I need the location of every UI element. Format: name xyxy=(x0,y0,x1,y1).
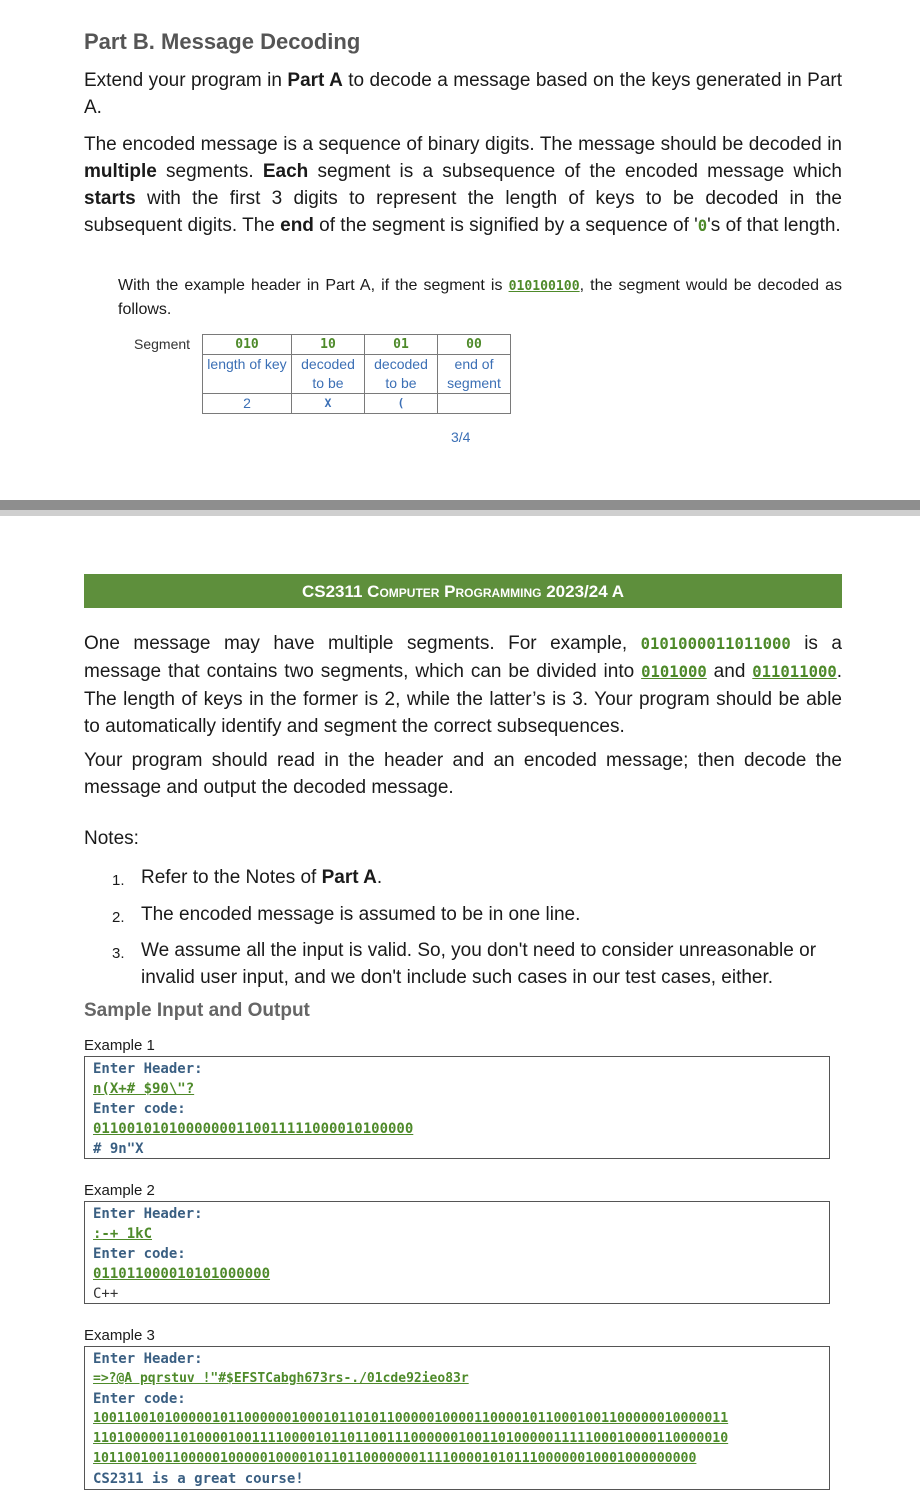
page-4 xyxy=(0,516,920,1502)
code-cell: 010 xyxy=(203,335,292,355)
example-label: Example 1 xyxy=(84,1037,155,1054)
value-row xyxy=(203,394,511,414)
code-row xyxy=(203,335,511,355)
note-item: 1. Refer to the Notes of Part A. xyxy=(112,867,383,889)
segment-code: 010100100 xyxy=(508,279,580,294)
encoding-paragraph: The encoded message is a sequence of binary digits. The message should be decoded in multiple segments. Each segment is a subsequence of the encoded message which starts with the first 3 digits to represent the length of keys to be decoded in the subsequent digits. The end of the segment is signified by a sequence of '0's of that length. xyxy=(84,134,842,236)
notes-heading: Notes: xyxy=(84,828,139,849)
example-3-console: Enter Header: =>?@A pqrstuv !"#$EFSTCabgh673rs-./01cde92ieo83r Enter code: 10011001010000010110000001000101101011000001000011000010110001001100000010000011 11010000011010000100111100001011011001110000001001101000001111100010000110000010 1011001001100000100000100001011011000000011110000101011100000010001000000000 CS2311 is a great course! xyxy=(84,1346,830,1490)
code-cell: 10 xyxy=(292,335,365,355)
course-banner: CS2311 Computer Programming 2023/24 A xyxy=(84,574,842,608)
page-3 xyxy=(0,0,920,500)
sample-heading: Sample Input and Output xyxy=(84,1000,310,1021)
description-cell: decoded to be xyxy=(292,355,365,394)
description-cell: decoded to be xyxy=(365,355,438,394)
note-item: 2. The encoded message is assumed to be in one line. xyxy=(112,904,581,926)
intro-paragraph: Extend your program in Part A to decode a message based on the keys generated in Part A. xyxy=(84,70,843,118)
description-cell: length of key xyxy=(203,355,292,394)
value-cell: X xyxy=(292,394,365,414)
example-label: Example 2 xyxy=(84,1182,155,1199)
segment-table xyxy=(202,334,511,414)
description-row xyxy=(203,355,511,394)
description-cell: end of segment xyxy=(438,355,511,394)
code-cell: 01 xyxy=(365,335,438,355)
note-item: 3. We assume all the input is valid. So, you don't need to consider unreasonable or invalid user input, and we don't include such cases in our test cases, either. xyxy=(112,940,817,988)
example-2-console: Enter Header: :-+ 1kC Enter code: 011011000010101000000 C++ xyxy=(84,1201,830,1304)
program-paragraph: Your program should read in the header and an encoded message; then decode the message and output the decoded message. xyxy=(84,750,842,798)
value-cell: 2 xyxy=(203,394,292,414)
example-1-console: Enter Header: n(X+# $90\"? Enter code: 01100101010000000110011111000010100000 # 9n"X xyxy=(84,1056,830,1159)
example-label: Example 3 xyxy=(84,1327,155,1344)
value-cell: ( xyxy=(365,394,438,414)
page-separator xyxy=(0,500,920,516)
code-cell: 00 xyxy=(438,335,511,355)
value-cell xyxy=(438,394,511,414)
segments-paragraph: One message may have multiple segments. For example, 0101000011011000 is a message that contains two segments, which can be divided into 0101000 and 011011000. The length of keys in the former is 2, while the latter’s is 3. Your program should be able to automatically identify and segment the correct subsequences. xyxy=(84,633,842,737)
segment-label: Segment xyxy=(134,336,191,352)
page-number: 3/4 xyxy=(451,429,471,445)
example-paragraph: With the example header in Part A, if the segment is 010100100, the segment would be decoded as follows. xyxy=(118,277,842,318)
section-title: Part B. Message Decoding xyxy=(84,29,361,54)
